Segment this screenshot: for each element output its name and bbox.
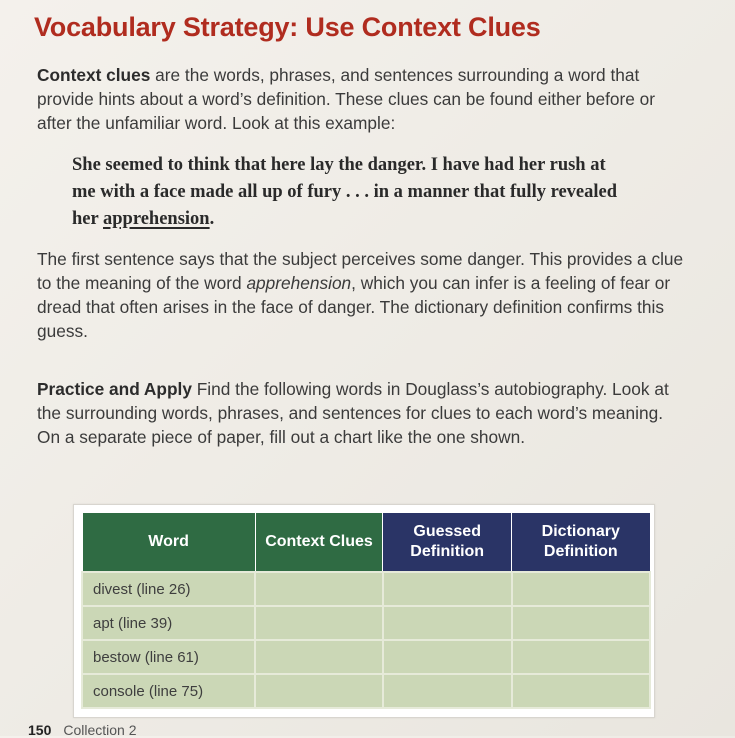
dictionary-definition-cell	[512, 640, 650, 674]
vocabulary-table	[81, 512, 651, 709]
section-heading: Vocabulary Strategy: Use Context Clues	[34, 12, 541, 42]
word-cell: bestow (line 61)	[82, 640, 255, 674]
word-cell: apt (line 39)	[82, 606, 255, 640]
dictionary-definition-cell	[512, 572, 650, 606]
example-quote	[72, 152, 632, 233]
context-clues-cell	[255, 674, 383, 708]
context-clues-cell	[255, 640, 383, 674]
guessed-definition-cell	[383, 606, 512, 640]
header-guessed-definition: Guessed Definition	[383, 513, 512, 573]
practice-text: Find the following words in Douglass’s autobiography. Look at the surrounding words, phrases, and sentences for clues to each word’s meaning. On a separate piece of paper, fill out a chart like the one shown.	[37, 379, 669, 447]
table-row	[82, 606, 650, 640]
target-word: apprehension	[103, 209, 210, 229]
explanation-paragraph	[37, 247, 687, 343]
page-number: 150	[28, 722, 52, 738]
word-cell: divest (line 26)	[82, 572, 255, 606]
quote-text: She seemed to think that here lay the danger. I have had her rush at me with a face made all up of fury . . . in a manner that fully revealed her	[72, 155, 618, 229]
table-row	[82, 674, 650, 708]
practice-label: Practice and Apply	[37, 379, 192, 399]
guessed-definition-cell	[383, 674, 512, 708]
header-word: Word	[82, 513, 255, 573]
vocabulary-chart	[73, 504, 655, 718]
quote-end: .	[209, 209, 215, 229]
intro-text: are the words, phrases, and sentences surrounding a word that provide hints about a word’s definition. These clues can be found either before or after the unfamiliar word. Look at this example:	[37, 65, 656, 133]
table-row	[82, 640, 650, 674]
header-dictionary-definition: Dictionary Definition	[512, 513, 650, 573]
context-clues-cell	[255, 572, 383, 606]
explanation-italic-word: apprehension	[246, 273, 352, 293]
table-row	[82, 572, 650, 606]
collection-label: Collection 2	[63, 722, 137, 738]
context-clues-cell	[255, 606, 383, 640]
header-context-clues: Context Clues	[255, 513, 383, 573]
guessed-definition-cell	[383, 640, 512, 674]
dictionary-definition-cell	[512, 674, 650, 708]
practice-paragraph	[37, 377, 687, 449]
intro-paragraph	[37, 63, 687, 135]
explanation-part1: The first sentence says that the subject perceives some danger. This provides a clue to the meaning of the word	[37, 249, 684, 293]
explanation-part2: , which you can infer is a feeling of fear or dread that often arises in the face of danger. The dictionary definition confirms this guess.	[37, 273, 671, 341]
table-header-row	[82, 513, 650, 573]
word-cell: console (line 75)	[82, 674, 255, 708]
guessed-definition-cell	[383, 572, 512, 606]
dictionary-definition-cell	[512, 606, 650, 640]
context-clues-term: Context clues	[37, 65, 151, 85]
